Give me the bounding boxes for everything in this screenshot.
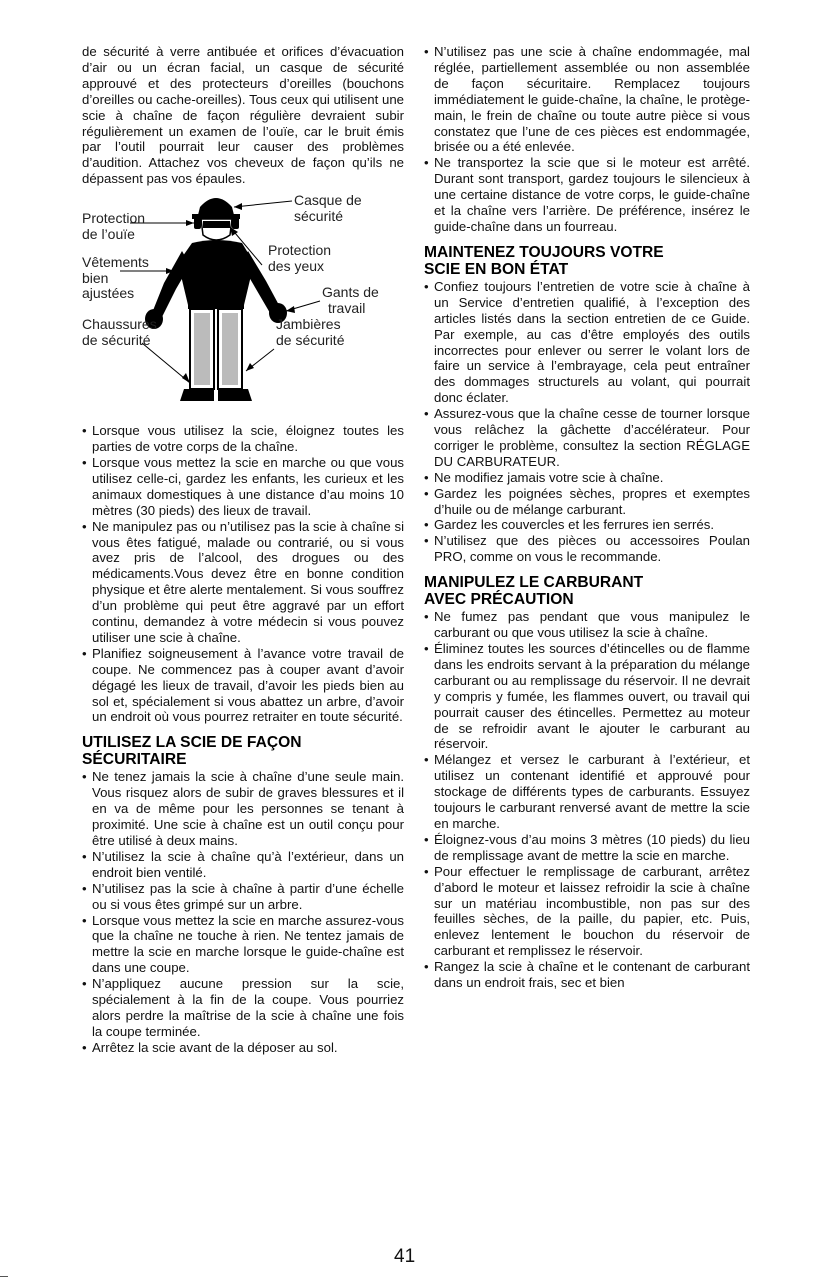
list-item: • Mélangez et versez le carburant à l’extérieur, et utilisez un contenant identifié et approuvé pour stockage de différents types de carburants. Essuyez toujours le carburant renversé avant de mettre la scie en marche. — [424, 752, 750, 832]
label-protection-yeux: Protection des yeux — [268, 242, 332, 274]
list-item: • Assurez-vous que la chaîne cesse de tourner lorsque vous relâchez la gâchette d’accélérateur. Pour corriger le problème, consultez la section RÉGLAGE DU CARBURATEUR. — [424, 406, 750, 470]
list-item: • Pour effectuer le remplissage de carburant, arrêtez d’abord le moteur et laissez refroidir la scie à chaîne sur un matériau incombustible, non pas sur des feuilles sèches, de la paille, du papier, etc. Puis, enlevez lentement le bouchon du réservoir de carburant et remplissez le réservoir. — [424, 864, 750, 959]
list-item: • N’appliquez aucune pression sur la scie, spécialement à la fin de la coupe. Vous pourriez alors perdre la maîtrise de la scie à chaîne une fois la coupe terminée. — [82, 976, 404, 1040]
list-item: • Éloignez-vous d’au moins 3 mètres (10 pieds) du lieu de remplissage avant de mettre la scie en marche. — [424, 832, 750, 864]
list-item: • Lorsque vous mettez la scie en marche ou que vous utilisez celle-ci, gardez les enfants, les curieux et les animaux domestiques à une distance d’au moins 10 mètres (30 pieds) des lieux de travail. — [82, 455, 404, 519]
list-item: • Confiez toujours l’entretien de votre scie à chaîne à un Service d’entretien qualifié, à l’exception des articles listés dans la section entretien de ce Guide. Par exemple, au cas d’être employés des outils incorrectes pour enlever ou serrer le volant lors de faire un service à l’embrayage, cela peut entraîner des dommages structurels au volant, qui pourrait donc éclater. — [424, 279, 750, 406]
list-item: • Ne fumez pas pendant que vous manipulez le carburant ou que vous utilisez la scie à chaîne. — [424, 609, 750, 641]
label-vetements: Vêtements bien ajustées — [82, 254, 149, 302]
list-item: • Arrêtez la scie avant de la déposer au sol. — [82, 1040, 404, 1056]
label-jambieres: Jambières de sécurité — [276, 316, 345, 348]
label-gants: Gants de travail — [322, 284, 379, 316]
intro-paragraph: de sécurité à verre antibuée et orifices d’évacuation d’air ou un écran facial, un casque de sécurité approuvé et des protecteurs d’oreilles (bouchons d’oreilles ou cache-oreilles). Tous ceux qui utilisent une scie à chaîne de façon régulière devraient subir régulièrement un examen de l’ouïe, car le bruit émis par l’outil pourrait leur causer des problèmes d’audition. Attachez vos cheveux de façon qu’ils ne dépassent pas vos épaules. — [82, 44, 404, 187]
list-item: • Ne manipulez pas ou n’utilisez pas la scie à chaîne si vous êtes fatigué, malade ou contrarié, ou si vous avez pris de l’alcool, des drogues ou des médicaments.Vous devez être en bonne condition physique et être alerte mentalement. Si vous souffrez d’un problème qui peut être aggravé par un effort continu, demandez à votre médecin si vous pouvez utiliser une scie à chaîne. — [82, 519, 404, 646]
list-item: • Planifiez soigneusement à l’avance votre travail de coupe. Ne commencez pas à couper avant d’avoir dégagé les lieux de travail, d’avoir les pieds bien au sol et, spécialement si vous abattez un arbre, d’avoir un endroit où vous pourrez retraiter en toute sécurité. — [82, 646, 404, 726]
list-item: • Gardez les couvercles et les ferrures ien serrés. — [424, 517, 750, 533]
list-item: • N’utilisez pas la scie à chaîne à partir d’une échelle ou si vous êtes grimpé sur un arbre. — [82, 881, 404, 913]
list-item: • N’utilisez que des pièces ou accessoires Poulan PRO, comme on vous le recommande. — [424, 533, 750, 565]
list-item: • Ne tenez jamais la scie à chaîne d’une seule main. Vous risquez alors de subir de graves blessures et il en va de même pour les personnes se tenant à proximité. Une scie à chaîne est un outil conçu pour être utilisé à deux mains. — [82, 769, 404, 849]
section-heading-maintenez: MAINTENEZ TOUJOURS VOTRE SCIE EN BON ÉTAT — [424, 243, 664, 278]
list-item: • Ne transportez la scie que si le moteur est arrêté. Durant sont transport, gardez toujours le silencieux à une certaine distance de votre corps, le guide-chaîne et la chaîne vers l’arrière. De préférence, insérez le guide-chaîne dans un fourreau. — [424, 155, 750, 235]
list-item: • Rangez la scie à chaîne et le contenant de carburant dans un endroit frais, sec et bien — [424, 959, 750, 991]
section-heading-manipulez: MANIPULEZ LE CARBURANT AVEC PRÉCAUTION — [424, 574, 644, 609]
right-bullets-3 — [424, 609, 750, 991]
left-column — [82, 44, 404, 1056]
list-item: • Gardez les poignées sèches, propres et exemptes d’huile ou de mélange carburant. — [424, 486, 750, 518]
page-number: 41 — [394, 1246, 416, 1267]
right-bullets-2 — [424, 279, 750, 565]
list-item: • N’utilisez la scie à chaîne qu’à l’extérieur, dans un endroit bien ventilé. — [82, 849, 404, 881]
list-item: • Lorsque vous utilisez la scie, éloignez toutes les parties de votre corps de la chaîne. — [82, 423, 404, 455]
label-protection-ouie: Protection de l’ouïe — [82, 210, 146, 242]
corner-mark — [0, 1276, 8, 1277]
left-bullets-1 — [82, 423, 404, 725]
list-item: • Ne modifiez jamais votre scie à chaîne. — [424, 470, 750, 486]
label-chaussures: Chaussures de sécurité — [82, 316, 157, 348]
label-casque: Casque de sécurité — [294, 192, 362, 224]
list-item: • Lorsque vous mettez la scie en marche assurez-vous que la chaîne ne touche à rien. Ne tentez jamais de mettre la scie en marche lorsque le guide-chaîne est dans une coupe. — [82, 913, 404, 977]
safety-gear-figure — [82, 193, 404, 413]
list-item: • N’utilisez pas une scie à chaîne endommagée, mal réglée, partiellement assemblée ou non assemblée de façon sécuritaire. Remplacez toujours immédiatement le guide-chaîne, la chaîne, le protège-main, le frein de chaîne ou toute autre pièce si vous constatez que l’une de ces pièces est endommagée, brisée ou a été enlevée. — [424, 44, 750, 155]
left-bullets-2 — [82, 769, 404, 1055]
list-item: • Éliminez toutes les sources d’étincelles ou de flamme dans les endroits servant à la préparation du mélange carburant ou au remplissage du réservoir. Il ne devrait y compris y fumée, les flammes ouvert, ou travail qui pourrait causer des étincelles. Permettez au moteur de se refroidir avant le ajouter le carburant au réservoir. — [424, 641, 750, 752]
right-column — [424, 44, 750, 991]
section-heading-utilisez: UTILISEZ LA SCIE DE FAÇON SÉCURITAIRE — [82, 734, 302, 769]
right-bullets-1 — [424, 44, 750, 235]
